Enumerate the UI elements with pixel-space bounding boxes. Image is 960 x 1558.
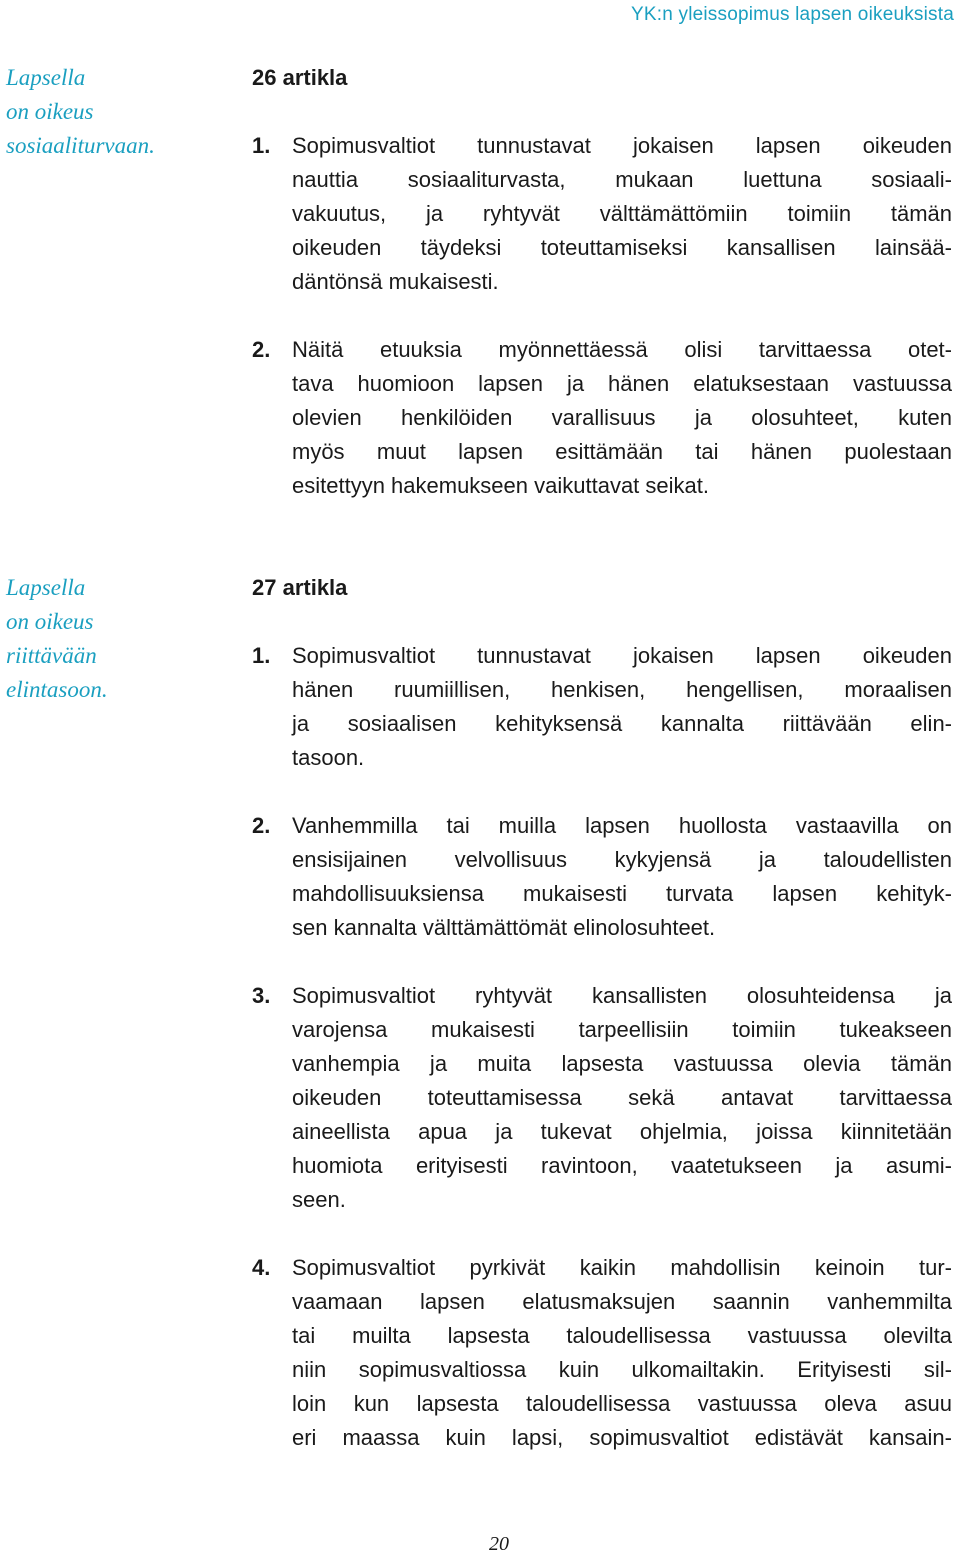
side-note-article-27 <box>6 571 206 707</box>
text-line: Sopimusvaltiot ryhtyvät kansallisten olosuhteidensa ja <box>292 983 952 1008</box>
paragraph-text <box>292 1251 952 1455</box>
side-note-line: on oikeus <box>6 99 94 124</box>
paragraph-number: 1. <box>252 643 271 668</box>
text-line: Sopimusvaltiot tunnustavat jokaisen lapsen oikeuden <box>292 133 952 158</box>
text-line: Näitä etuuksia myönnettäessä olisi tarvittaessa otet- <box>292 337 952 362</box>
text-line: tasoon. <box>292 745 365 770</box>
text-line: esitettyyn hakemukseen vaikuttavat seikat. <box>292 473 709 498</box>
text-line: ja sosiaalisen kehityksensä kannalta riittävään elin- <box>292 711 952 736</box>
paragraph-1 <box>252 639 952 775</box>
side-note-line: riittävään <box>6 643 97 668</box>
text-line: sen kannalta välttämättömät elinolosuhteet. <box>292 915 716 940</box>
text-line: nauttia sosiaaliturvasta, mukaan luettuna sosiaali- <box>292 167 952 192</box>
text-line: vanhempia ja muita lapsesta vastuussa olevia tämän <box>292 1051 952 1076</box>
paragraph-text <box>292 129 952 299</box>
paragraph-number: 1. <box>252 133 271 158</box>
side-note-line: Lapsella <box>6 65 86 90</box>
text-line: niin sopimusvaltiossa kuin ulkomailtakin. Erityisesti sil- <box>292 1357 952 1382</box>
paragraph-number: 2. <box>252 813 271 838</box>
text-line: seen. <box>292 1187 346 1212</box>
page-number-value: 20 <box>489 1533 509 1555</box>
page-number <box>0 1533 960 1556</box>
text-line: Vanhemmilla tai muilla lapsen huollosta vastaavilla on <box>292 813 952 838</box>
text-line: oikeuden toteuttamisessa sekä antavat tarvittaessa <box>292 1085 952 1110</box>
paragraph-1 <box>252 129 952 299</box>
text-line: mahdollisuuksiensa mukaisesti turvata lapsen kehityk- <box>292 881 952 906</box>
side-note-line: elintasoon. <box>6 677 108 702</box>
paragraph-text <box>292 809 952 945</box>
text-line: aineellista apua ja tukevat ohjelmia, joissa kiinnitetään <box>292 1119 952 1144</box>
text-line: eri maassa kuin lapsi, sopimusvaltiot edistävät kansain- <box>292 1425 952 1450</box>
paragraph-3 <box>252 979 952 1217</box>
text-line: myös muut lapsen esittämään tai hänen puolestaan <box>292 439 952 464</box>
article-title: 27 artikla <box>252 575 348 600</box>
side-note-line: on oikeus <box>6 609 94 634</box>
text-line: huomiota erityisesti ravintoon, vaatetukseen ja asumi- <box>292 1153 952 1178</box>
side-note-article-26 <box>6 61 206 163</box>
paragraph-number: 4. <box>252 1255 271 1280</box>
text-line: oikeuden täydeksi toteuttamiseksi kansallisen lainsää- <box>292 235 952 260</box>
paragraph-2 <box>252 809 952 945</box>
text-line: Sopimusvaltiot pyrkivät kaikin mahdollisin keinoin tur- <box>292 1255 952 1280</box>
text-line: däntönsä mukaisesti. <box>292 269 499 294</box>
text-line: hänen ruumiillisen, henkisen, hengellisen, moraalisen <box>292 677 952 702</box>
text-line: vaamaan lapsen elatusmaksujen saannin vanhemmilta <box>292 1289 952 1314</box>
side-note-line: Lapsella <box>6 575 86 600</box>
text-line: vakuutus, ja ryhtyvät välttämättömiin toimiin tämän <box>292 201 952 226</box>
text-line: tava huomioon lapsen ja hänen elatuksestaan vastuussa <box>292 371 952 396</box>
paragraph-number: 2. <box>252 337 271 362</box>
text-line: tai muilta lapsesta taloudellisessa vastuussa olevilta <box>292 1323 952 1348</box>
article-27 <box>252 571 952 1489</box>
paragraph-2 <box>252 333 952 503</box>
paragraph-4 <box>252 1251 952 1455</box>
paragraph-number: 3. <box>252 983 271 1008</box>
text-line: olevien henkilöiden varallisuus ja olosuhteet, kuten <box>292 405 952 430</box>
text-line: loin kun lapsesta taloudellisessa vastuussa oleva asuu <box>292 1391 952 1416</box>
side-note-line: sosiaaliturvaan. <box>6 133 155 158</box>
text-line: Sopimusvaltiot tunnustavat jokaisen lapsen oikeuden <box>292 643 952 668</box>
paragraph-text <box>292 979 952 1217</box>
text-line: ensisijainen velvollisuus kykyjensä ja taloudellisten <box>292 847 952 872</box>
article-26 <box>252 61 952 537</box>
paragraph-text <box>292 333 952 503</box>
article-title: 26 artikla <box>252 65 348 90</box>
paragraph-text <box>292 639 952 775</box>
running-header: YK:n yleissopimus lapsen oikeuksista <box>631 4 954 25</box>
text-line: varojensa mukaisesti tarpeellisiin toimiin tukeakseen <box>292 1017 952 1042</box>
